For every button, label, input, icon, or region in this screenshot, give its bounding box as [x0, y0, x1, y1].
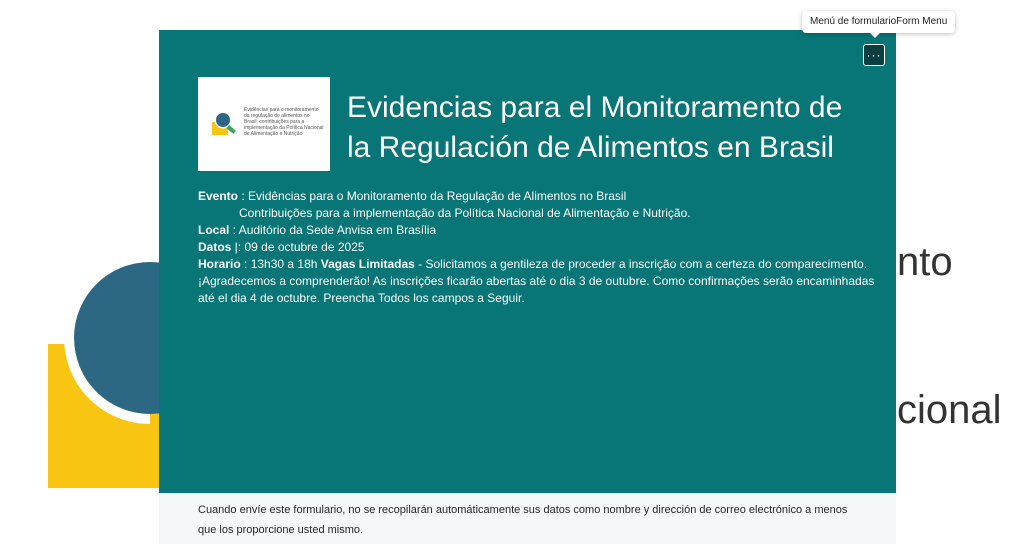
horario-label: Horario: [198, 257, 241, 271]
form-menu-button[interactable]: ···: [863, 44, 885, 66]
background-title-fragment-2: cional: [897, 388, 1002, 432]
privacy-notice: Cuando envíe este formulario, no se recopilarán automáticamente sus datos como nombre y dirección de correo electrónico a menos que los proporcione usted mismo.: [159, 493, 896, 544]
logo-caption: Evidências para o monitoramento da regulação de alimentos no Brasil: contribuições para a implementação da Política Nacional de Alimentação e Nutrição: [244, 107, 324, 137]
evento-label: Evento: [198, 189, 239, 203]
vagas-value: - Solicitamos a gentileza de proceder a inscrição com a certeza do comparecimento. ¡Agradecemos a comprenderão! As inscrições ficarão abertas até o dia 3 de outubre. Como confirmações serão encaminhadas até el dia 4 de octubre. Preencha Todos los campos a Seguir.: [198, 257, 875, 305]
event-logo: [198, 77, 330, 171]
evento-row: [198, 188, 888, 205]
form-menu-tooltip: Menú de formularioForm Menu: [802, 11, 955, 33]
form-title: Evidencias para el Monitoramento de la Regulación de Alimentos en Brasil: [347, 91, 843, 164]
vagas-label: Vagas Limitadas: [320, 257, 415, 271]
local-row: [198, 222, 888, 239]
evento-row-continued: Contribuições para a implementação da Política Nacional de Alimentação e Nutrição.: [239, 206, 691, 220]
local-label: Local: [198, 223, 230, 237]
horario-row: [198, 256, 888, 307]
background-title-fragment-1: nto: [897, 240, 953, 284]
evento-separator: :: [238, 189, 249, 203]
datos-label: Datos: [198, 240, 232, 254]
evento-value: Evidências para o Monitoramento da Regulação de Alimentos no Brasil: [248, 189, 627, 203]
form-header-card: [159, 30, 896, 493]
horario-value: : 13h30 a 18h: [240, 257, 321, 271]
datos-row: [198, 239, 888, 256]
datos-value: |: 09 de octubre de 2025: [231, 240, 365, 254]
magnifier-logo-icon: [210, 109, 240, 137]
local-value: : Auditório da Sede Anvisa em Brasília: [229, 223, 437, 237]
form-description: [198, 188, 888, 307]
